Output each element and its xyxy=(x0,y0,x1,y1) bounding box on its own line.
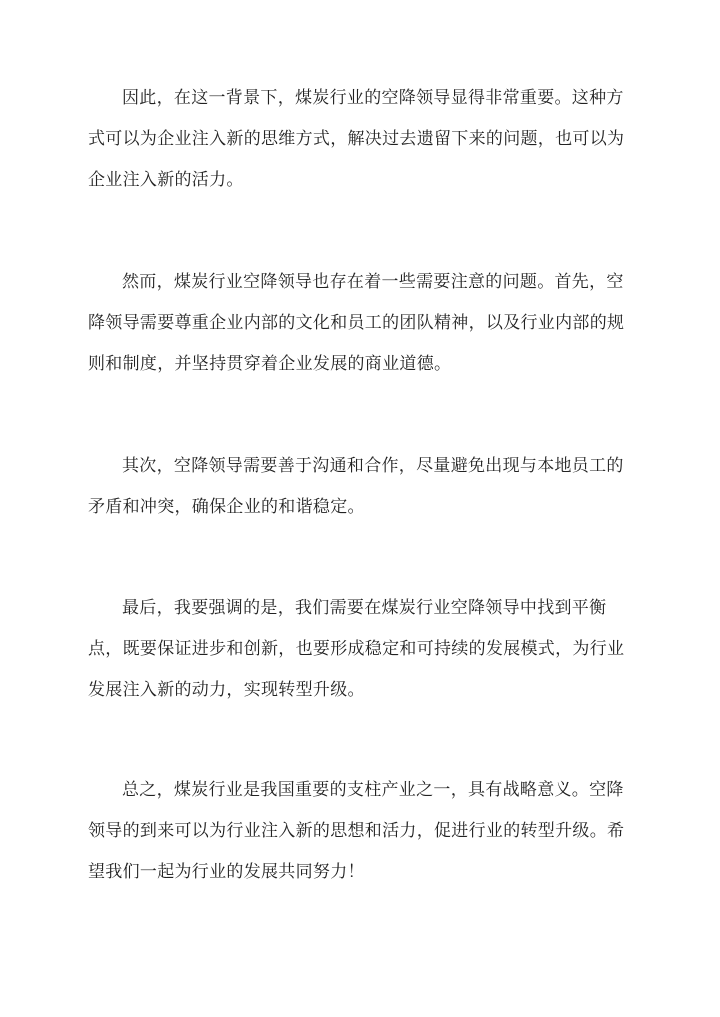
paragraph-5: 总之，煤炭行业是我国重要的支柱产业之一，具有战略意义。空降领导的到来可以为行业注入新的思想和活力，促进行业的转型升级。希望我们一起为行业的发展共同努力！ xyxy=(88,780,625,882)
paragraph-4: 最后，我要强调的是，我们需要在煤炭行业空降领导中找到平衡点，既要保证进步和创新，也要形成稳定和可持续的发展模式，为行业发展注入新的动力，实现转型升级。 xyxy=(88,598,625,700)
paragraph-3: 其次，空降领导需要善于沟通和合作，尽量避免出现与本地员工的矛盾和冲突，确保企业的和谐稳定。 xyxy=(88,456,624,517)
paragraph-2: 然而，煤炭行业空降领导也存在着一些需要注意的问题。首先，空降领导需要尊重企业内部的文化和员工的团队精神，以及行业内部的规则和制度，并坚持贯穿着企业发展的商业道德。 xyxy=(88,272,625,374)
paragraph-1: 因此，在这一背景下，煤炭行业的空降领导显得非常重要。这种方式可以为企业注入新的思维方式，解决过去遗留下来的问题，也可以为企业注入新的活力。 xyxy=(88,88,625,190)
